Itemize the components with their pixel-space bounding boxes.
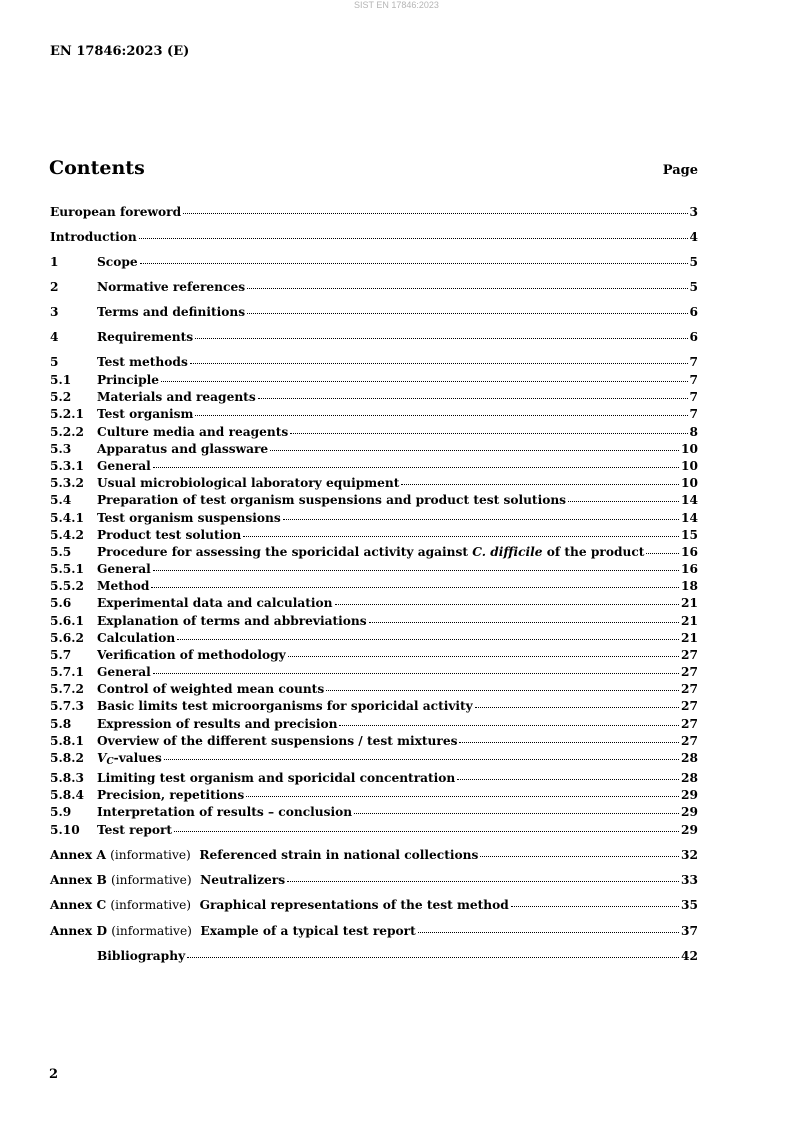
toc-entry-number: 5.4.1 bbox=[50, 511, 84, 525]
symbol-v: V bbox=[97, 751, 107, 765]
toc-entry-number: 3 bbox=[50, 305, 59, 319]
toc-entry[interactable] bbox=[50, 278, 698, 296]
toc-entry-number: 4 bbox=[50, 330, 59, 344]
toc-entry[interactable] bbox=[50, 491, 698, 509]
toc-entry-title: Test organism bbox=[97, 407, 194, 421]
toc-entry-page: 18 bbox=[681, 579, 698, 593]
toc-entry-title: Test organism suspensions bbox=[97, 511, 281, 525]
toc-entry-page: 16 bbox=[681, 562, 698, 576]
toc-entry-title bbox=[50, 846, 478, 864]
dot-leader bbox=[457, 778, 679, 780]
toc-entry-page: 21 bbox=[681, 596, 698, 610]
toc-entry-number: 5.8 bbox=[50, 717, 72, 731]
dot-leader bbox=[153, 466, 679, 468]
toc-entry[interactable] bbox=[50, 732, 698, 750]
toc-entry-title: Culture media and reagents bbox=[97, 425, 289, 439]
toc-entry-page: 10 bbox=[681, 442, 698, 456]
toc-entry-title bbox=[50, 896, 509, 914]
toc-entry[interactable] bbox=[50, 749, 698, 767]
toc-entry[interactable] bbox=[50, 423, 698, 441]
dot-leader bbox=[459, 741, 679, 743]
toc-entry[interactable] bbox=[50, 228, 698, 246]
toc-entry-number: 5.5 bbox=[50, 545, 72, 559]
toc-entry-title: Experimental data and calculation bbox=[97, 596, 333, 610]
toc-entry-title: Expression of results and precision bbox=[97, 717, 338, 731]
dot-leader bbox=[475, 706, 679, 708]
dot-leader bbox=[177, 638, 679, 640]
toc-entry[interactable] bbox=[50, 543, 698, 561]
toc-entry-page: 27 bbox=[681, 734, 698, 748]
toc-entry-title: Scope bbox=[97, 255, 138, 269]
dot-leader bbox=[246, 795, 679, 797]
dot-leader bbox=[153, 672, 679, 674]
toc-entry-title: Terms and definitions bbox=[97, 305, 246, 319]
dot-leader bbox=[174, 830, 679, 832]
toc-entry[interactable] bbox=[50, 715, 698, 733]
toc-entry-page: 27 bbox=[681, 648, 698, 662]
toc-entry[interactable] bbox=[50, 526, 698, 544]
toc-entry-title: Usual microbiological laboratory equipment bbox=[97, 476, 400, 490]
annex-label: Annex D bbox=[50, 924, 108, 938]
toc-entry[interactable] bbox=[50, 560, 698, 578]
toc-entry-number: 5.6 bbox=[50, 596, 72, 610]
toc-entry[interactable] bbox=[50, 871, 698, 889]
toc-entry-number: 5.5.2 bbox=[50, 579, 84, 593]
toc-entry[interactable] bbox=[50, 821, 698, 839]
organism-name: C. difficile bbox=[472, 545, 543, 559]
toc-entry[interactable] bbox=[50, 612, 698, 630]
dot-leader bbox=[140, 262, 688, 264]
toc-entry[interactable] bbox=[50, 328, 698, 346]
toc-entry-page: 7 bbox=[689, 390, 698, 404]
toc-entry-title: Bibliography bbox=[97, 949, 186, 963]
toc-entry[interactable] bbox=[50, 896, 698, 914]
toc-entry[interactable] bbox=[50, 769, 698, 787]
toc-entry-page: 33 bbox=[681, 873, 698, 887]
toc-entry-number: 5.7.3 bbox=[50, 699, 84, 713]
toc-entry-number: 5.4 bbox=[50, 493, 72, 507]
toc-entry-number: 5.6.1 bbox=[50, 614, 84, 628]
toc-entry[interactable] bbox=[50, 947, 698, 965]
toc-entry-title: General bbox=[97, 665, 151, 679]
toc-entry-page: 21 bbox=[681, 614, 698, 628]
page-column-heading: Page bbox=[662, 163, 698, 178]
toc-entry-title: Test report bbox=[97, 823, 173, 837]
toc-entry-number: 5.7 bbox=[50, 648, 72, 662]
title-text-after: of the product bbox=[546, 545, 645, 559]
toc-entry[interactable] bbox=[50, 509, 698, 527]
toc-entry-title: European foreword bbox=[50, 205, 182, 219]
toc-entry-number: 5.3.1 bbox=[50, 459, 84, 473]
dot-leader bbox=[369, 621, 679, 623]
toc-entry-number: 5 bbox=[50, 355, 59, 369]
dot-leader bbox=[480, 855, 679, 857]
dot-leader bbox=[326, 689, 679, 691]
toc-entry-page: 7 bbox=[689, 407, 698, 421]
dot-leader bbox=[339, 724, 679, 726]
annex-title: Graphical representations of the test method bbox=[199, 898, 509, 912]
toc-entry[interactable] bbox=[50, 803, 698, 821]
toc-entry-page: 7 bbox=[689, 373, 698, 387]
toc-entry-title: Materials and reagents bbox=[97, 390, 256, 404]
dot-leader bbox=[151, 586, 679, 588]
toc-entry-title bbox=[97, 543, 644, 561]
toc-entry-page: 28 bbox=[681, 751, 698, 765]
toc-entry-number: 5.6.2 bbox=[50, 631, 84, 645]
toc-entry[interactable] bbox=[50, 405, 698, 423]
toc-entry-title: Principle bbox=[97, 373, 160, 387]
toc-entry[interactable] bbox=[50, 388, 698, 406]
toc-entry-number: 5.3 bbox=[50, 442, 72, 456]
toc-entry[interactable] bbox=[50, 629, 698, 647]
dot-leader bbox=[247, 312, 687, 314]
toc-entry-page: 3 bbox=[689, 205, 698, 219]
document-id: EN 17846:2023 (E) bbox=[50, 44, 190, 59]
toc-entry-title: Overview of the different suspensions / test mixtures bbox=[97, 734, 458, 748]
toc-entry-page: 14 bbox=[681, 493, 698, 507]
toc-entry[interactable] bbox=[50, 646, 698, 664]
toc-entry-page: 4 bbox=[689, 230, 698, 244]
toc-entry-page: 32 bbox=[681, 848, 698, 862]
toc-entry-title: Method bbox=[97, 579, 150, 593]
toc-entry-title: Limiting test organism and sporicidal concentration bbox=[97, 771, 456, 785]
toc-entry[interactable] bbox=[50, 303, 698, 321]
toc-entry-title: Control of weighted mean counts bbox=[97, 682, 325, 696]
toc-entry-number: 5.3.2 bbox=[50, 476, 84, 490]
toc-entry-title bbox=[97, 749, 162, 771]
dot-leader bbox=[164, 758, 679, 760]
toc-entry-title: Basic limits test microorganisms for sporicidal activity bbox=[97, 699, 473, 713]
toc-entry-page: 27 bbox=[681, 682, 698, 696]
toc-entry-page: 35 bbox=[681, 898, 698, 912]
dot-leader bbox=[195, 337, 687, 339]
toc-entry-title bbox=[50, 871, 285, 889]
toc-entry-page: 5 bbox=[689, 280, 698, 294]
toc-entry-page: 10 bbox=[681, 476, 698, 490]
toc-entry-page: 28 bbox=[681, 771, 698, 785]
toc-entry-page: 6 bbox=[689, 305, 698, 319]
toc-entry[interactable] bbox=[50, 577, 698, 595]
toc-entry-number: 2 bbox=[50, 280, 59, 294]
contents-title: Contents bbox=[49, 157, 145, 179]
dot-leader bbox=[139, 237, 688, 239]
toc-entry[interactable] bbox=[50, 457, 698, 475]
dot-leader bbox=[335, 603, 680, 605]
toc-entry-title: Verification of methodology bbox=[97, 648, 286, 662]
toc-entry-number: 5.2 bbox=[50, 390, 72, 404]
toc-entry-page: 21 bbox=[681, 631, 698, 645]
toc-entry-title: General bbox=[97, 459, 151, 473]
toc-entry-page: 5 bbox=[689, 255, 698, 269]
annex-title: Referenced strain in national collections bbox=[199, 848, 479, 862]
toc-entry-number: 5.7.1 bbox=[50, 665, 84, 679]
annex-note: (informative) bbox=[110, 848, 191, 862]
annex-label: Annex A bbox=[50, 848, 106, 862]
dot-leader bbox=[195, 414, 687, 416]
toc-entry[interactable] bbox=[50, 353, 698, 371]
toc-entry-page: 27 bbox=[681, 717, 698, 731]
toc-entry-number: 5.2.1 bbox=[50, 407, 84, 421]
dot-leader bbox=[288, 655, 679, 657]
annex-label: Annex B bbox=[50, 873, 107, 887]
toc-entry-page: 37 bbox=[681, 924, 698, 938]
annex-title: Example of a typical test report bbox=[200, 924, 416, 938]
dot-leader bbox=[511, 905, 679, 907]
toc-entry-number: 5.9 bbox=[50, 805, 72, 819]
title-text: Procedure for assessing the sporicidal activity against bbox=[97, 545, 469, 559]
dot-leader bbox=[401, 483, 679, 485]
annex-label: Annex C bbox=[50, 898, 107, 912]
toc-entry-number: 5.1 bbox=[50, 373, 72, 387]
toc-entry[interactable] bbox=[50, 663, 698, 681]
toc-entry[interactable] bbox=[50, 786, 698, 804]
toc-entry[interactable] bbox=[50, 922, 698, 940]
toc-entry-page: 14 bbox=[681, 511, 698, 525]
toc-entry-title: Normative references bbox=[97, 280, 246, 294]
toc-entry-title: Calculation bbox=[97, 631, 176, 645]
title-text: -values bbox=[113, 751, 162, 765]
page-number: 2 bbox=[49, 1067, 59, 1082]
dot-leader bbox=[161, 380, 687, 382]
toc-entry[interactable] bbox=[50, 697, 698, 715]
toc-entry-number: 5.2.2 bbox=[50, 425, 84, 439]
toc-entry-title: Preparation of test organism suspensions and product test solutions bbox=[97, 493, 567, 507]
toc-entry-page: 27 bbox=[681, 665, 698, 679]
dot-leader bbox=[258, 397, 688, 399]
watermark: SIST EN 17846:2023 bbox=[354, 0, 439, 10]
toc-entry-page: 7 bbox=[689, 355, 698, 369]
dot-leader bbox=[270, 449, 679, 451]
toc-entry[interactable] bbox=[50, 371, 698, 389]
toc-entry-title: Test methods bbox=[97, 355, 188, 369]
annex-title: Neutralizers bbox=[200, 873, 286, 887]
toc-entry-page: 29 bbox=[681, 805, 698, 819]
toc-entry-number: 5.8.4 bbox=[50, 788, 84, 802]
toc-entry-title: Explanation of terms and abbreviations bbox=[97, 614, 367, 628]
toc-entry-number: 5.7.2 bbox=[50, 682, 84, 696]
toc-entry[interactable] bbox=[50, 440, 698, 458]
symbol-subscript: C bbox=[106, 757, 114, 767]
toc-entry-title: General bbox=[97, 562, 151, 576]
toc-entry[interactable] bbox=[50, 594, 698, 612]
toc-entry[interactable] bbox=[50, 203, 698, 221]
dot-leader bbox=[247, 287, 687, 289]
toc-entry-title bbox=[50, 922, 416, 940]
toc-entry-title: Precision, repetitions bbox=[97, 788, 245, 802]
toc-entry-number: 1 bbox=[50, 255, 59, 269]
toc-entry-title: Apparatus and glassware bbox=[97, 442, 269, 456]
toc-entry-page: 42 bbox=[681, 949, 698, 963]
toc-entry-number: 5.5.1 bbox=[50, 562, 84, 576]
dot-leader bbox=[568, 500, 679, 502]
toc-entry-number: 5.4.2 bbox=[50, 528, 84, 542]
toc-entry-page: 10 bbox=[681, 459, 698, 473]
toc-entry-title: Introduction bbox=[50, 230, 137, 244]
toc-entry-page: 29 bbox=[681, 823, 698, 837]
dot-leader bbox=[646, 552, 679, 554]
toc-entry-page: 8 bbox=[689, 425, 698, 439]
toc-entry-number: 5.8.3 bbox=[50, 771, 84, 785]
dot-leader bbox=[290, 432, 687, 434]
toc-entry-title: Interpretation of results – conclusion bbox=[97, 805, 353, 819]
dot-leader bbox=[418, 931, 679, 933]
toc-entry[interactable] bbox=[50, 846, 698, 864]
annex-note: (informative) bbox=[111, 873, 192, 887]
dot-leader bbox=[187, 956, 679, 958]
annex-note: (informative) bbox=[110, 898, 192, 912]
dot-leader bbox=[243, 535, 679, 537]
toc-entry-title: Product test solution bbox=[97, 528, 242, 542]
toc-entry-title: Requirements bbox=[97, 330, 194, 344]
dot-leader bbox=[190, 362, 688, 364]
toc-entry-number: 5.8.2 bbox=[50, 751, 84, 765]
toc-entry-number: 5.8.1 bbox=[50, 734, 84, 748]
annex-note: (informative) bbox=[111, 924, 192, 938]
toc-entry-number: 5.10 bbox=[50, 823, 80, 837]
toc-entry-page: 6 bbox=[689, 330, 698, 344]
toc-entry-page: 27 bbox=[681, 699, 698, 713]
dot-leader bbox=[287, 880, 679, 882]
dot-leader bbox=[183, 212, 687, 214]
dot-leader bbox=[354, 812, 679, 814]
toc-entry[interactable] bbox=[50, 680, 698, 698]
toc-entry[interactable] bbox=[50, 253, 698, 271]
toc-entry[interactable] bbox=[50, 474, 698, 492]
toc-entry-page: 16 bbox=[681, 545, 698, 559]
dot-leader bbox=[153, 569, 679, 571]
dot-leader bbox=[283, 518, 679, 520]
toc-entry-page: 29 bbox=[681, 788, 698, 802]
toc-entry-page: 15 bbox=[681, 528, 698, 542]
